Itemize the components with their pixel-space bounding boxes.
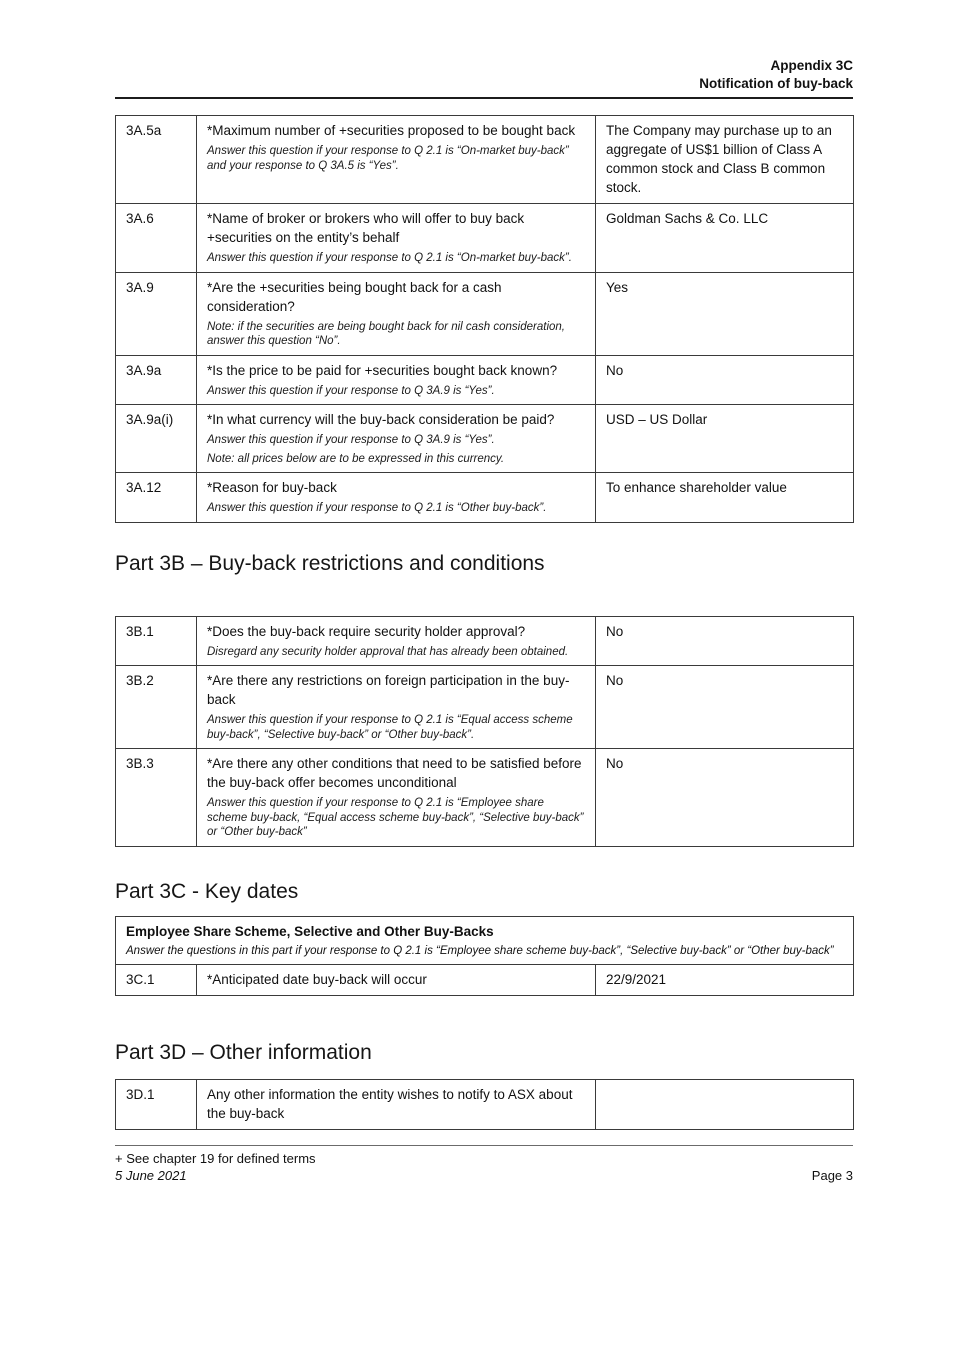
table-row <box>116 473 854 523</box>
document-header <box>115 57 853 93</box>
table-row <box>116 616 854 666</box>
table-row <box>116 666 854 749</box>
table-row <box>116 965 854 996</box>
table-row <box>116 405 854 473</box>
row-id-cell: 3A.12 <box>116 473 197 523</box>
row-id-cell: 3B.2 <box>116 666 197 749</box>
answer-cell: The Company may purchase up to an aggregate of US$1 billion of Class A common stock and Class B common stock. <box>596 116 854 204</box>
answer-cell: Goldman Sachs & Co. LLC <box>596 204 854 273</box>
question-cell <box>197 1080 596 1130</box>
table-row <box>116 355 854 405</box>
part-3b-heading: Part 3B – Buy-back restrictions and conditions <box>115 551 545 575</box>
row-id-cell: 3B.3 <box>116 749 197 847</box>
row-id-cell: 3C.1 <box>116 965 197 996</box>
part-3d-heading: Part 3D – Other information <box>115 1041 372 1064</box>
document-subtitle: Notification of buy-back <box>699 76 853 91</box>
table-banner-row <box>116 916 854 965</box>
question-note: Answer this question if your response to Q 3A.9 is “Yes”. <box>207 384 495 397</box>
table-row <box>116 749 854 847</box>
question-cell <box>197 405 596 473</box>
answer-cell: 22/9/2021 <box>596 965 854 996</box>
question-note: Note: all prices below are to be expressed in this currency. <box>207 452 505 465</box>
question-cell <box>197 616 596 666</box>
question-text: *Does the buy-back require security holder approval? <box>207 623 526 639</box>
footer-left <box>115 1150 316 1184</box>
question-cell <box>197 204 596 273</box>
row-id-cell: 3D.1 <box>116 1080 197 1130</box>
question-text: *Reason for buy-back <box>207 480 337 495</box>
question-cell <box>197 272 596 355</box>
table-row <box>116 204 854 273</box>
answer-cell: No <box>596 749 854 847</box>
row-id-cell: 3B.1 <box>116 616 197 666</box>
appendix-title: Appendix 3C <box>770 58 853 73</box>
page-number: Page 3 <box>811 1168 853 1183</box>
question-cell <box>197 965 596 996</box>
banner-cell <box>116 916 854 965</box>
row-id-cell: 3A.9a(i) <box>116 405 197 473</box>
answer-cell: No <box>596 666 854 749</box>
question-text: *Are the +securities being bought back for a cash consideration? <box>207 279 502 314</box>
question-text: *Is the price to be paid for +securities bought back known? <box>207 362 558 378</box>
row-id-cell: 3A.5a <box>116 116 197 204</box>
question-note: Answer this question if your response to Q 2.1 is “Employee share scheme buy-back, “Equal access scheme buy-back”, “Selective buy-back” or “Other buy-back” <box>207 797 584 838</box>
question-cell <box>197 749 596 847</box>
part-3c-heading: Part 3C - Key dates <box>115 879 299 903</box>
answer-cell: No <box>596 616 854 666</box>
question-text: *Maximum number of +securities proposed to be bought back <box>207 123 576 138</box>
banner-note: Answer the questions in this part if your response to Q 2.1 is “Employee share scheme buy-back”, “Selective buy-back” or “Other buy-back” <box>126 944 834 957</box>
part-3b-table <box>115 616 854 847</box>
answer-cell: No <box>596 355 854 405</box>
question-note: Answer this question if your response to Q 2.1 is “On-market buy-back” and your response to Q 3A.5 is “Yes”. <box>207 145 569 172</box>
question-note: Note: if the securities are being bought back for nil cash consideration, answer this question “No”. <box>207 320 565 347</box>
question-note: Answer this question if your response to Q 2.1 is “Other buy-back”. <box>207 502 547 514</box>
answer-cell: USD – US Dollar <box>596 405 854 473</box>
answer-cell: To enhance shareholder value <box>596 473 854 523</box>
question-text: *Are there any restrictions on foreign participation in the buy-back <box>207 673 570 707</box>
question-text: *Are there any other conditions that need to be satisfied before the buy-back offer becomes unconditional <box>207 756 582 790</box>
answer-cell <box>596 1080 854 1130</box>
footer-divider <box>115 1145 853 1146</box>
row-id-cell: 3A.6 <box>116 204 197 273</box>
header-divider <box>115 97 853 99</box>
part-3d-table <box>115 1079 854 1130</box>
table-row <box>116 272 854 355</box>
question-cell <box>197 355 596 405</box>
footer-date: 5 June 2021 <box>115 1168 187 1183</box>
defined-terms-note: + See chapter 19 for defined terms <box>115 1151 316 1166</box>
answer-cell: Yes <box>596 272 854 355</box>
part-3a-table <box>115 115 854 523</box>
question-cell <box>197 116 596 204</box>
question-note: Answer this question if your response to Q 2.1 is “Equal access scheme buy-back”, “Selective buy-back” or “Other buy-back”. <box>207 714 573 741</box>
question-note: Disregard any security holder approval that has already been obtained. <box>207 645 569 658</box>
question-note: Answer this question if your response to Q 3A.9 is “Yes”. <box>207 434 495 446</box>
row-id-cell: 3A.9a <box>116 355 197 405</box>
banner-title: Employee Share Scheme, Selective and Other Buy-Backs <box>126 923 494 939</box>
question-text: *In what currency will the buy-back consideration be paid? <box>207 412 555 427</box>
page-content <box>115 0 853 1184</box>
document-footer <box>115 1150 853 1184</box>
question-text: Any other information the entity wishes to notify to ASX about the buy-back <box>207 1087 573 1121</box>
question-cell <box>197 666 596 749</box>
table-row <box>116 116 854 204</box>
part-3c-table <box>115 916 854 997</box>
question-cell <box>197 473 596 523</box>
question-note: Answer this question if your response to Q 2.1 is “On-market buy-back”. <box>207 252 572 264</box>
question-text: *Name of broker or brokers who will offer to buy back +securities on the entity’s behalf <box>207 211 525 245</box>
row-id-cell: 3A.9 <box>116 272 197 355</box>
question-text: *Anticipated date buy-back will occur <box>207 972 427 987</box>
table-row <box>116 1080 854 1130</box>
